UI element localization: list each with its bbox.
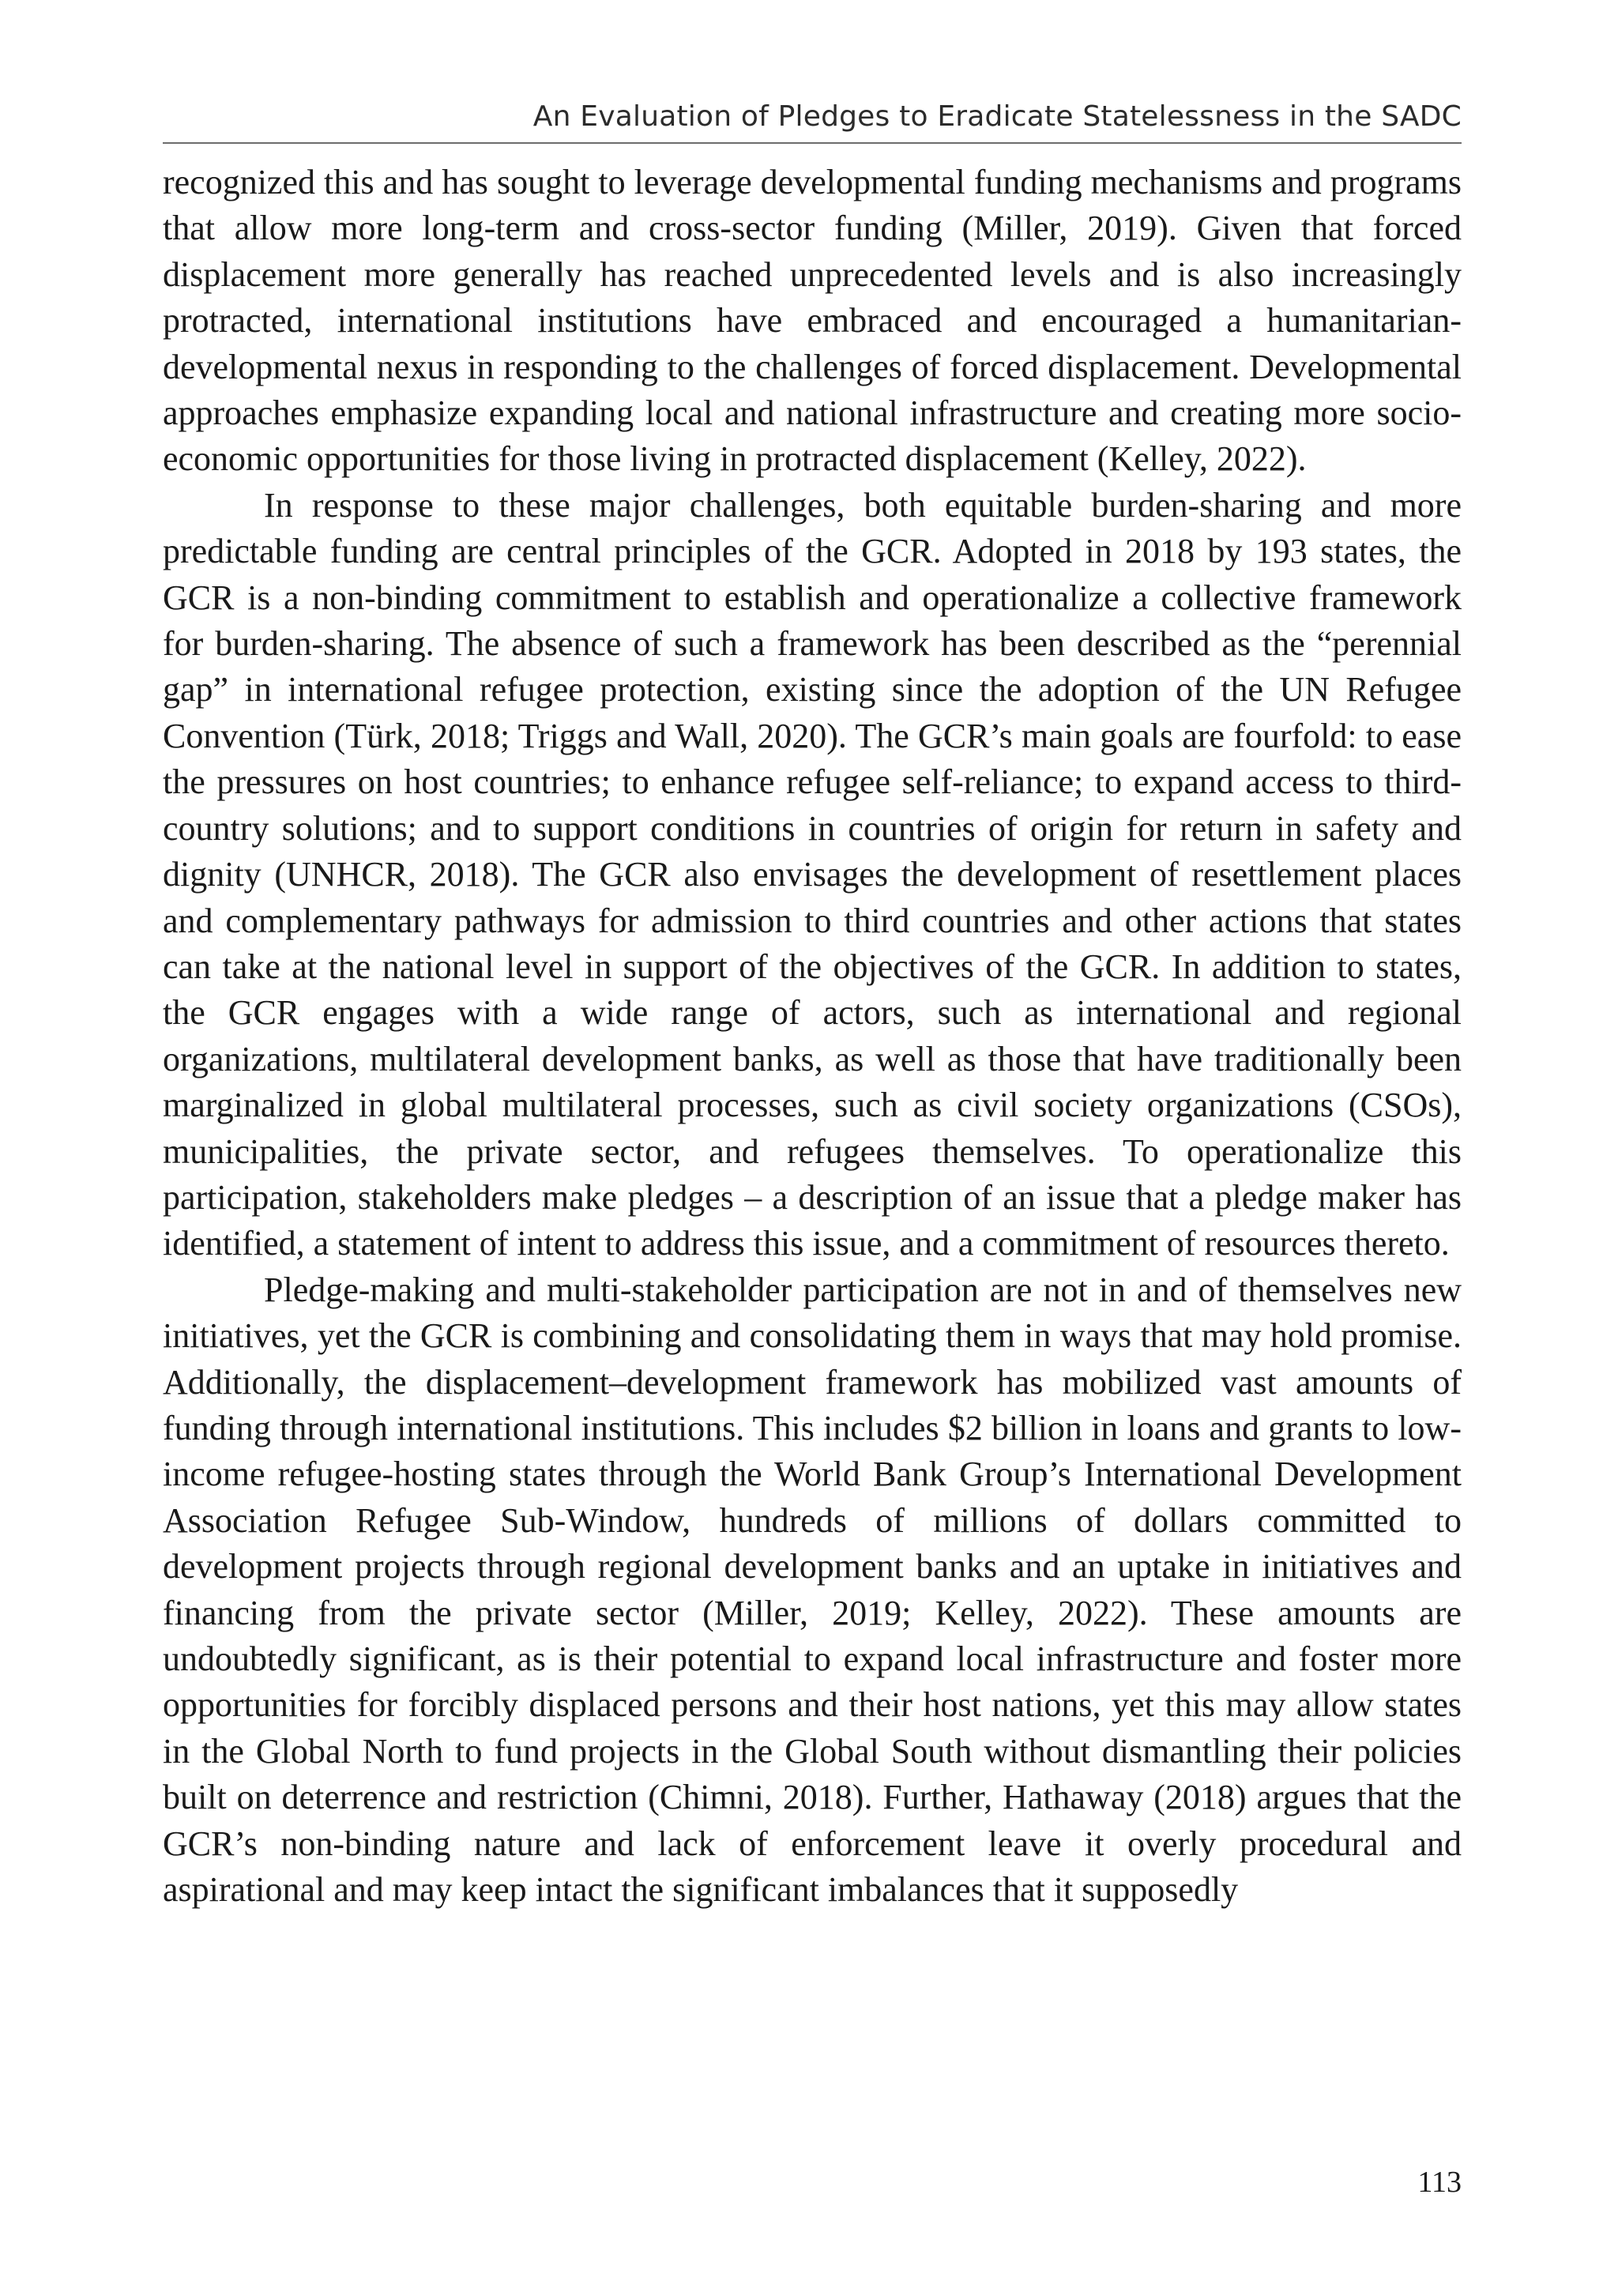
paragraph: Pledge-making and multi-stakeholder participation are not in and of themselves new initiatives, yet the GCR is combining and consolidating them in ways that may hold promise. Additionally, the displacement–development framework has mobilized vast amounts of funding through international institutions. This includes $2 billion in loans and grants to low-income refugee-hosting states through the World Bank Group’s International Development Association Refugee Sub-Window, hundreds of millions of dollars committed to development projects through regional development banks and an uptake in initiatives and financing from the private sector (Miller, 2019; Kelley, 2022). These amounts are undoubtedly significant, as is their potential to expand local infrastructure and foster more opportunities for forcibly displaced persons and their host nations, yet this may allow states in the Global North to fund projects in the Global South without dismantling their policies built on deterrence and restriction (Chimni, 2018). Further, Hathaway (2018) argues that the GCR’s non-binding nature and lack of enforcement leave it overly procedural and aspirational and may keep intact the significant imbalances that it supposedly [163, 1270, 1462, 1910]
running-header: An Evaluation of Pledges to Eradicate Statelessness in the SADC [532, 100, 1462, 133]
header-rule [163, 142, 1462, 144]
paragraph: In response to these major challenges, both equitable burden-sharing and more predictable funding are central principles of the GCR. Adopted in 2018 by 193 states, the GCR is a non-binding commitment to establish and operationalize a collective framework for burden-sharing. The absence of such a framework has been described as the “perennial gap” in international refugee protection, existing since the adoption of the UN Refugee Convention (Türk, 2018; Triggs and Wall, 2020). The GCR’s main goals are fourfold: to ease the pressures on host countries; to enhance refugee self-reliance; to expand access to third-country solutions; and to support conditions in countries of origin for return in safety and dignity (UNHCR, 2018). The GCR also envisages the development of resettlement places and complementary pathways for admission to third countries and other actions that states can take at the national level in support of the objectives of the GCR. In addition to states, the GCR engages with a wide range of actors, such as international and regional organizations, multilateral development banks, as well as those that have traditionally been marginalized in global multilateral processes, such as civil society organizations (CSOs), municipalities, the private sector, and refugees themselves. To operationalize this participation, stakeholders make pledges – a description of an issue that a pledge maker has identified, a statement of intent to address this issue, and a commitment of resources thereto. [163, 485, 1462, 1263]
page-number: 113 [1417, 2166, 1462, 2199]
paragraph-continued: recognized this and has sought to leverage developmental funding mechanisms and programs that allow more long-term and cross-sector funding (Miller, 2019). Given that forced displacement more generally has reached unprecedented levels and is also increasingly protracted, international institutions have embraced and encouraged a humanitarian-developmental nexus in responding to the challenges of forced displacement. Developmental approaches emphasize expanding local and national infrastructure and creating more socio-economic opportunities for those living in protracted displacement (Kelley, 2022). [163, 163, 1462, 479]
body-text [163, 160, 1462, 1913]
